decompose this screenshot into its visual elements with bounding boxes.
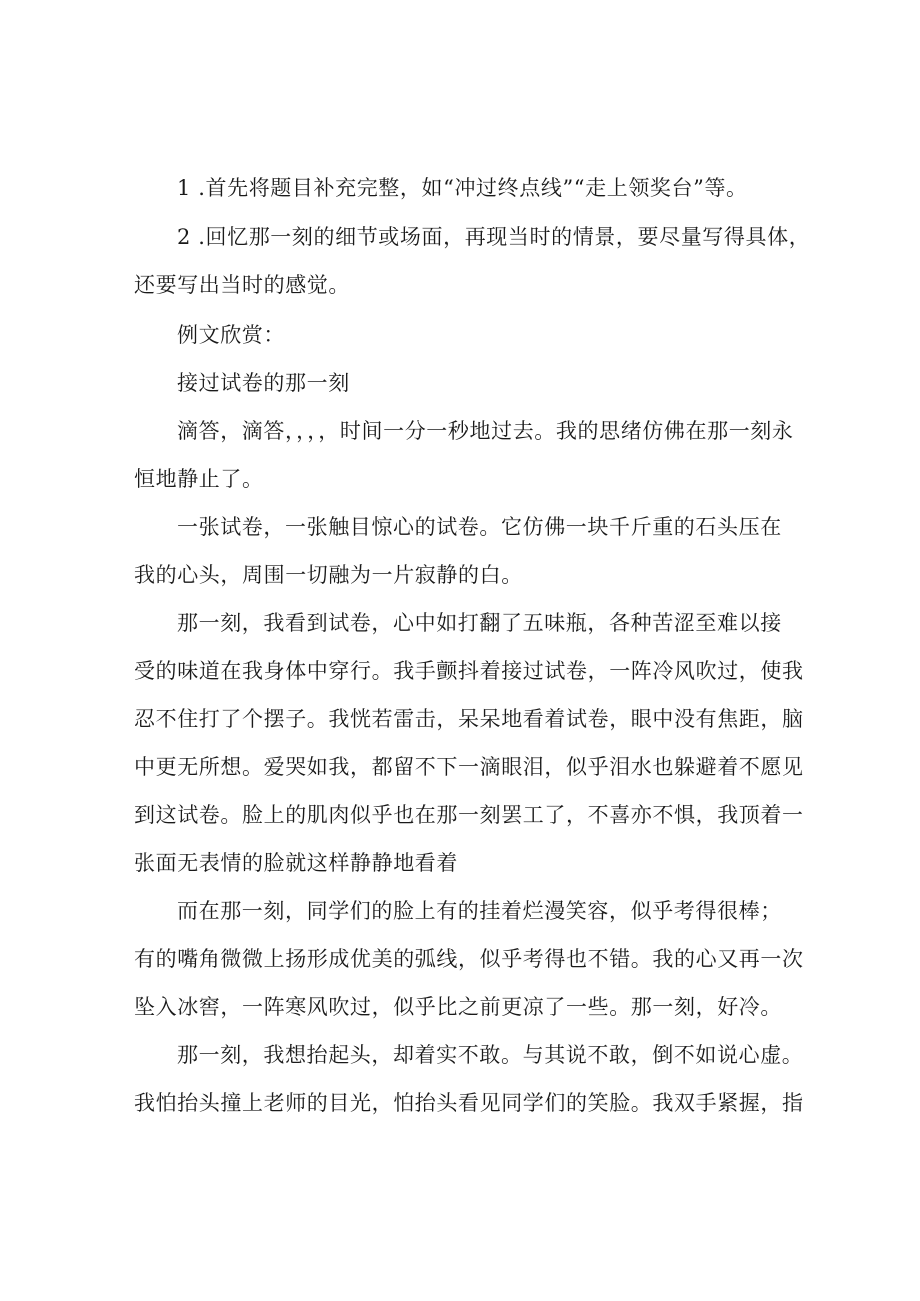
- paragraph-3-line-6: 张面无表情的脸就这样静静地看着: [134, 851, 458, 875]
- tip-2-continued: 还要写出当时的感觉。: [134, 273, 350, 297]
- paragraph-3-line-1: 那一刻，我看到试卷，心中如打翻了五味瓶，各种苦涩至难以接: [177, 611, 782, 635]
- paragraph-1-line-2: 恒地静止了。: [134, 467, 264, 491]
- paragraph-2-line-1: 一张试卷，一张触目惊心的试卷。它仿佛一块千斤重的石头压在: [177, 515, 782, 539]
- paragraph-2-line-2: 我的心头，周围一切融为一片寂静的白。: [134, 563, 523, 587]
- paragraph-3-line-5: 到这试卷。脸上的肌肉似乎也在那一刻罢工了，不喜亦不惧，我顶着一: [134, 803, 804, 827]
- tip-2: 2 .回忆那一刻的细节或场面，再现当时的情景，要尽量写得具体，: [177, 225, 811, 249]
- paragraph-4-line-1: 而在那一刻，同学们的脸上有的挂着烂漫笑容，似乎考得很棒；: [177, 899, 782, 923]
- paragraph-5-line-1: 那一刻，我想抬起头，却着实不敢。与其说不敢，倒不如说心虚。: [177, 1043, 804, 1067]
- tip-1: 1 .首先将题目补充完整，如“冲过终点线”“走上领奖台”等。: [177, 176, 748, 200]
- paragraph-4-line-3: 坠入冰窖，一阵寒风吹过，似乎比之前更凉了一些。那一刻，好冷。: [134, 995, 782, 1019]
- paragraph-1-line-1: 滴答，滴答，，，，时间一分一秒地过去。我的思绪仿佛在那一刻永: [177, 419, 794, 443]
- essay-title: 接过试卷的那一刻: [177, 371, 350, 395]
- paragraph-3-line-3: 忍不住打了个摆子。我恍若雷击，呆呆地看着试卷，眼中没有焦距，脑: [134, 707, 804, 731]
- paragraph-4-line-2: 有的嘴角微微上扬形成优美的弧线，似乎考得也不错。我的心又再一次: [134, 947, 804, 971]
- paragraph-3-line-4: 中更无所想。爱哭如我，都留不下一滴眼泪，似乎泪水也躲避着不愿见: [134, 755, 804, 779]
- paragraph-3-line-2: 受的味道在我身体中穿行。我手颤抖着接过试卷，一阵冷风吹过，使我: [134, 659, 804, 683]
- paragraph-5-line-2: 我怕抬头撞上老师的目光，怕抬头看见同学们的笑脸。我双手紧握，指: [134, 1091, 804, 1115]
- example-heading: 例文欣赏：: [177, 323, 285, 347]
